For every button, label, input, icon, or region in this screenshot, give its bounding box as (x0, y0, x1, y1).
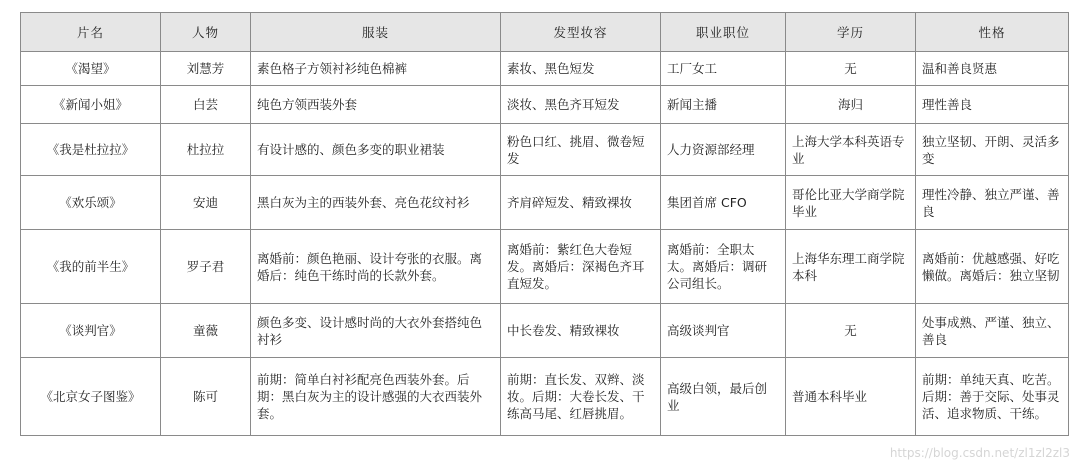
comparison-table-container (20, 12, 1068, 436)
cell-personality: 前期：单纯天真、吃苦。后期：善于交际、处事灵活、追求物质、干练。 (916, 358, 1069, 436)
cell-title: 《新闻小姐》 (21, 86, 161, 124)
cell-clothing: 纯色方领西装外套 (251, 86, 501, 124)
cell-occupation: 集团首席 CFO (661, 176, 786, 230)
header-hair-makeup: 发型妆容 (501, 13, 661, 52)
cell-title: 《渴望》 (21, 52, 161, 86)
cell-clothing: 颜色多变、设计感时尚的大衣外套搭纯色衬衫 (251, 304, 501, 358)
cell-hair-makeup: 齐肩碎短发、精致裸妆 (501, 176, 661, 230)
cell-character: 安迪 (161, 176, 251, 230)
cell-occupation: 高级白领，最后创业 (661, 358, 786, 436)
cell-title: 《我是杜拉拉》 (21, 124, 161, 176)
table-row (21, 52, 1069, 86)
cell-education: 上海大学本科英语专业 (786, 124, 916, 176)
table-row (21, 124, 1069, 176)
cell-education: 普通本科毕业 (786, 358, 916, 436)
cell-personality: 独立坚韧、开朗、灵活多变 (916, 124, 1069, 176)
cell-education: 无 (786, 52, 916, 86)
cell-personality: 处事成熟、严谨、独立、善良 (916, 304, 1069, 358)
cell-clothing: 黑白灰为主的西装外套、亮色花纹衬衫 (251, 176, 501, 230)
cell-personality: 温和善良贤惠 (916, 52, 1069, 86)
cell-occupation: 工厂女工 (661, 52, 786, 86)
cell-hair-makeup: 离婚前：紫红色大卷短发。离婚后：深褐色齐耳直短发。 (501, 230, 661, 304)
cell-character: 杜拉拉 (161, 124, 251, 176)
table-row (21, 86, 1069, 124)
cell-education: 上海华东理工商学院本科 (786, 230, 916, 304)
cell-occupation: 新闻主播 (661, 86, 786, 124)
cell-character: 刘慧芳 (161, 52, 251, 86)
cell-personality: 离婚前：优越感强、好吃懒做。离婚后：独立坚韧 (916, 230, 1069, 304)
cell-title: 《北京女子图鉴》 (21, 358, 161, 436)
watermark-text: https://blog.csdn.net/zl1zl2zl3 (889, 446, 1070, 460)
header-title: 片名 (21, 13, 161, 52)
table-row (21, 230, 1069, 304)
cell-education: 海归 (786, 86, 916, 124)
header-clothing: 服装 (251, 13, 501, 52)
table-body (21, 52, 1069, 436)
cell-character: 罗子君 (161, 230, 251, 304)
cell-clothing: 素色格子方领衬衫纯色棉裤 (251, 52, 501, 86)
cell-hair-makeup: 素妆、黑色短发 (501, 52, 661, 86)
header-row (21, 13, 1069, 52)
comparison-table (20, 12, 1069, 436)
table-header (21, 13, 1069, 52)
cell-personality: 理性冷静、独立严谨、善良 (916, 176, 1069, 230)
header-occupation: 职业职位 (661, 13, 786, 52)
header-personality: 性格 (916, 13, 1069, 52)
cell-character: 白芸 (161, 86, 251, 124)
cell-occupation: 高级谈判官 (661, 304, 786, 358)
cell-personality: 理性善良 (916, 86, 1069, 124)
cell-clothing: 前期：简单白衬衫配亮色西装外套。后期：黑白灰为主的设计感强的大衣西装外套。 (251, 358, 501, 436)
table-row (21, 176, 1069, 230)
cell-character: 陈可 (161, 358, 251, 436)
cell-clothing: 有设计感的、颜色多变的职业裙装 (251, 124, 501, 176)
cell-hair-makeup: 淡妆、黑色齐耳短发 (501, 86, 661, 124)
cell-hair-makeup: 粉色口红、挑眉、微卷短发 (501, 124, 661, 176)
header-education: 学历 (786, 13, 916, 52)
cell-hair-makeup: 中长卷发、精致裸妆 (501, 304, 661, 358)
header-character: 人物 (161, 13, 251, 52)
cell-title: 《欢乐颂》 (21, 176, 161, 230)
cell-education: 哥伦比亚大学商学院毕业 (786, 176, 916, 230)
cell-occupation: 人力资源部经理 (661, 124, 786, 176)
cell-character: 童薇 (161, 304, 251, 358)
cell-hair-makeup: 前期：直长发、双辫、淡妆。后期：大卷长发、干练高马尾、红唇挑眉。 (501, 358, 661, 436)
cell-occupation: 离婚前：全职太太。离婚后：调研公司组长。 (661, 230, 786, 304)
table-row (21, 304, 1069, 358)
cell-clothing: 离婚前：颜色艳丽、设计夸张的衣服。离婚后：纯色干练时尚的长款外套。 (251, 230, 501, 304)
table-row (21, 358, 1069, 436)
cell-education: 无 (786, 304, 916, 358)
cell-title: 《谈判官》 (21, 304, 161, 358)
cell-title: 《我的前半生》 (21, 230, 161, 304)
